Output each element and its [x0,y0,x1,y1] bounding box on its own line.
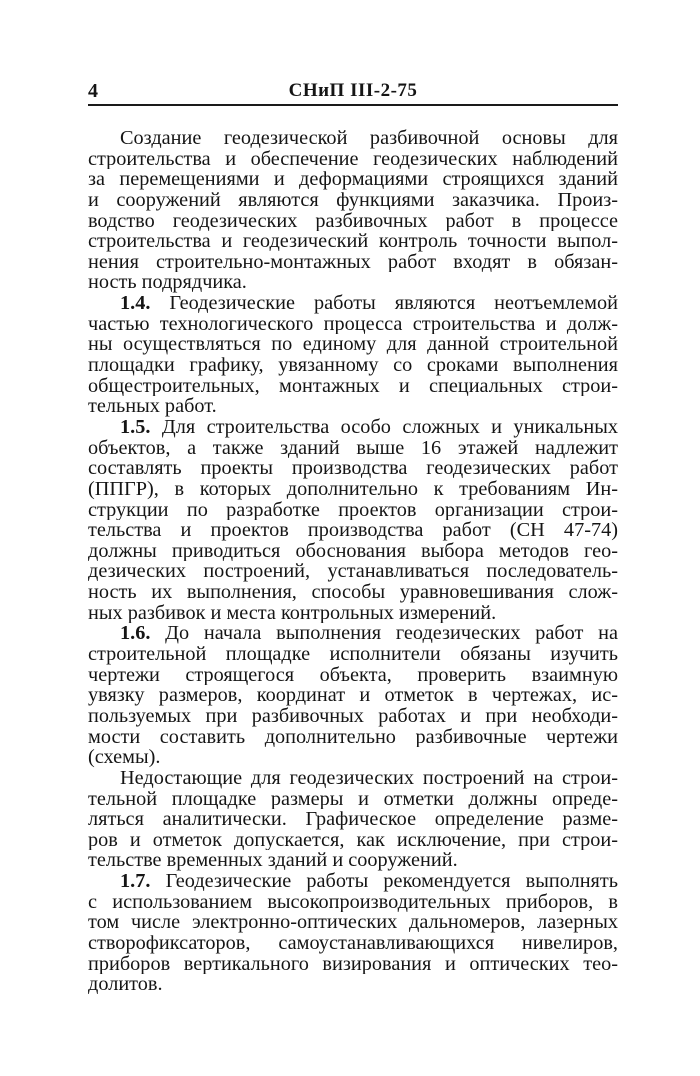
text-line [88,809,618,830]
line-text: ров и отметок допускается, как исключение, при строи- [88,829,618,851]
text-line [88,871,618,892]
page-number: 4 [88,80,98,102]
clause-number: 1.6. [120,623,151,645]
page-header [88,80,618,102]
line-text: с использованием высокопроизводительных приборов, в [88,891,618,913]
paragraph [88,768,618,871]
line-text: мости составить дополнительно разбивочные чертежи [88,726,618,748]
text-line [88,149,618,170]
text-line [88,272,618,293]
line-text: строительства и обеспечение геодезических наблюдений [88,148,618,170]
line-text: составлять проекты производства геодезических работ [88,458,618,479]
text-line [88,954,618,975]
text-line [88,520,618,541]
line-text: струкции по разработке проектов организации строи- [88,499,618,521]
line-text: нения строительно-монтажных работ входят в обязан- [88,251,618,273]
text-line [88,974,618,995]
text-line [88,417,618,438]
text-line [88,933,618,954]
line-text: створофиксаторов, самоустанавливающихся нивелиров, [88,932,618,954]
clause-1-4 [88,293,618,417]
line-text: (ППГР), в которых дополнительно к требованиям Ин- [88,478,618,500]
text-line [88,314,618,335]
clause-1-7 [88,871,618,995]
line-text: за перемещениями и деформациями строящихся зданий [88,169,618,190]
line-text: долитов. [88,974,163,995]
text-line [88,438,618,459]
line-text: частью технологического процесса строительства и долж- [88,313,618,335]
clause-1-6 [88,623,618,767]
line-text: тельстве временных зданий и сооружений. [88,850,458,872]
text-line [88,850,618,871]
header-rule [88,104,618,106]
line-text: Создание геодезической разбивочной основы для [120,128,618,149]
clause-number: 1.4. [120,293,151,314]
line-text: Недостающие для геодезических построений на строи- [120,767,618,789]
text-line [88,252,618,273]
line-text: и сооружений являются функциями заказчика. Произ- [88,189,618,211]
document-code: СНиП III-2-75 [288,80,418,101]
line-text: дезических построений, устанавливаться последователь- [88,561,618,583]
text-line [88,479,618,500]
text-line [88,190,618,211]
text-line [88,892,618,913]
text-line [88,706,618,727]
line-text: тельной площадке размеры и отметки должны опреде- [88,788,618,810]
line-text: (схемы). [88,747,161,768]
line-text: Геодезические работы являются неотъемлемой [169,293,618,314]
line-text: ность подрядчика. [88,272,247,294]
text-line [88,169,618,190]
line-text: ность их выполнения, способы уравновешивания слож- [88,582,618,603]
line-text: тельства и проектов производства работ (СН 47-74) [88,520,618,541]
text-line [88,912,618,933]
line-text: общестроительных, монтажных и специальных строи- [88,375,618,397]
clause-1-5 [88,417,618,623]
line-text: ляться аналитически. Графическое определение разме- [88,809,618,830]
text-line [88,231,618,252]
text-line [88,768,618,789]
line-text: чертежи строящегося объекта, проверить взаимную [88,664,618,686]
line-text: должны приводиться обоснования выбора методов гео- [88,540,618,562]
text-line [88,458,618,479]
line-text: строительной площадке исполнители обязаны изучить [88,644,618,665]
clause-number: 1.7. [120,871,151,892]
text-line [88,128,618,149]
text-line [88,561,618,582]
line-text: Геодезические работы рекомендуется выполнять [165,871,618,892]
text-line [88,541,618,562]
text-line [88,376,618,397]
text-line [88,644,618,665]
text-line [88,293,618,314]
text-line [88,727,618,748]
line-text: ны осуществляться по единому для данной строительной [88,334,618,356]
text-line [88,623,618,644]
text-line [88,396,618,417]
line-text: тельных работ. [88,396,217,417]
line-text: увязку размеров, координат и отметок в чертежах, ис- [88,685,618,706]
text-line [88,685,618,706]
text-line [88,582,618,603]
line-text: том числе электронно-оптических дальномеров, лазерных [88,912,618,933]
line-text: До начала выполнения геодезических работ на [165,623,618,645]
line-text: приборов вертикального визирования и оптических тео- [88,953,618,975]
line-text: площадки графику, увязанному со сроками выполнения [88,355,618,376]
text-line [88,500,618,521]
text-line [88,747,618,768]
text-line [88,665,618,686]
clause-number: 1.5. [120,416,151,438]
line-text: строительства и геодезический контроль точности выпол- [88,231,618,252]
text-line [88,334,618,355]
line-text: водство геодезических разбивочных работ в процессе [88,210,618,232]
text-line [88,603,618,624]
line-text: объектов, а также зданий выше 16 этажей надлежит [88,437,618,459]
text-line [88,355,618,376]
body-text [88,128,618,995]
text-line [88,211,618,232]
text-line [88,789,618,810]
paragraph [88,128,618,293]
text-line [88,830,618,851]
line-text: ных разбивок и места контрольных измерений. [88,602,497,624]
line-text: Для строительства особо сложных и уникальных [161,416,618,438]
line-text: пользуемых при разбивочных работах и при необходи- [88,705,618,727]
